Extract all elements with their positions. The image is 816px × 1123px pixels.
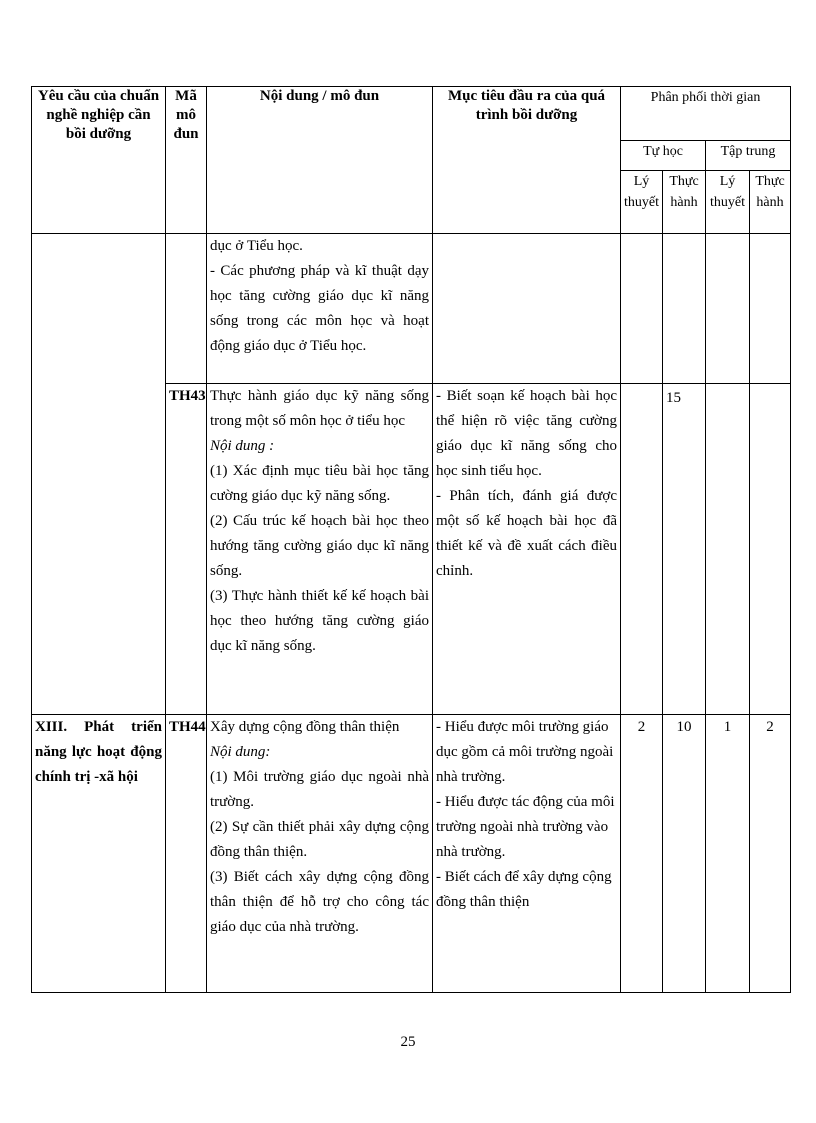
objective-line: - Biết cách để xây dựng cộng đồng thân thiện	[436, 869, 612, 910]
row-self-practice	[663, 234, 706, 384]
row-content	[207, 234, 433, 384]
row-code: TH43	[166, 384, 207, 715]
content-line: (3) Thực hành thiết kế kế hoạch bài học theo hướng tăng cường giáo dục kĩ năng sống.	[210, 588, 429, 654]
header-content: Nội dung / mô đun	[207, 87, 433, 234]
header-module-code: Mã mô đun	[166, 87, 207, 234]
row-conc-theory: 1	[706, 715, 750, 993]
row-objectives	[433, 234, 621, 384]
header-concentrated: Tập trung	[706, 141, 791, 171]
row-conc-theory	[706, 234, 750, 384]
content-line: dục ở Tiểu học.	[210, 238, 303, 254]
table-row	[32, 234, 791, 384]
row-conc-theory	[706, 384, 750, 715]
row-self-theory: 2	[621, 715, 663, 993]
row-self-practice: 10	[663, 715, 706, 993]
header-self-practice: Thực hành	[663, 171, 706, 234]
row-content	[207, 384, 433, 715]
row-conc-practice	[750, 384, 791, 715]
row-self-theory	[621, 234, 663, 384]
row-objectives	[433, 384, 621, 715]
content-label: Nội dung:	[210, 744, 271, 760]
content-line: (3) Biết cách xây dựng cộng đồng thân thiện để hỗ trợ cho công tác giáo dục của nhà trường.	[210, 869, 429, 935]
row-objectives	[433, 715, 621, 993]
row-requirement: XIII. Phát triển năng lực hoạt động chính trị -xã hội	[32, 715, 166, 993]
header-objectives: Mục tiêu đầu ra của quá trình bồi dưỡng	[433, 87, 621, 234]
content-label: Nội dung :	[210, 438, 275, 454]
content-title: Thực hành giáo dục kỹ năng sống trong một số môn học ở tiểu học	[210, 388, 429, 429]
content-line: (2) Cấu trúc kế hoạch bài học theo hướng tăng cường giáo dục kĩ năng sống.	[210, 513, 429, 579]
row-code	[166, 234, 207, 384]
header-requirement: Yêu cầu của chuẩn nghề nghiệp cần bồi dưỡng	[32, 87, 166, 234]
content-line: (1) Môi trường giáo dục ngoài nhà trường.	[210, 769, 429, 810]
page-number: 25	[400, 1034, 416, 1050]
header-time-distribution: Phân phối thời gian	[621, 87, 791, 141]
row-requirement	[32, 234, 166, 715]
objective-line: - Hiểu được tác động của môi trường ngoài nhà trường vào nhà trường.	[436, 794, 615, 860]
objective-line: - Hiểu được môi trường giáo dục gồm cả môi trường ngoài nhà trường.	[436, 719, 614, 785]
content-title: Xây dựng cộng đồng thân thiện	[210, 719, 400, 735]
row-content	[207, 715, 433, 993]
row-conc-practice	[750, 234, 791, 384]
header-self-theory: Lý thuyết	[621, 171, 663, 234]
objective-line: - Phân tích, đánh giá được một số kế hoạch bài học đã thiết kế và đề xuất cách điều chỉnh.	[436, 488, 617, 579]
training-table	[31, 86, 791, 993]
row-self-practice: 15	[663, 384, 706, 715]
row-conc-practice: 2	[750, 715, 791, 993]
header-conc-theory: Lý thuyết	[706, 171, 750, 234]
content-line: (1) Xác định mục tiêu bài học tăng cường giáo dục kỹ năng sống.	[210, 463, 429, 504]
header-self-study: Tự học	[621, 141, 706, 171]
row-code: TH44	[166, 715, 207, 993]
row-self-theory	[621, 384, 663, 715]
header-conc-practice: Thực hành	[750, 171, 791, 234]
content-line: - Các phương pháp và kĩ thuật dạy học tăng cường giáo dục kĩ năng sống trong các môn học và hoạt động giáo dục ở Tiểu học.	[210, 263, 429, 354]
table-row	[32, 715, 791, 993]
content-line: (2) Sự cần thiết phải xây dựng cộng đồng thân thiện.	[210, 819, 429, 860]
objective-line: - Biết soạn kế hoạch bài học thể hiện rõ việc tăng cường giáo dục kĩ năng sống cho học sinh tiểu học.	[436, 388, 617, 479]
